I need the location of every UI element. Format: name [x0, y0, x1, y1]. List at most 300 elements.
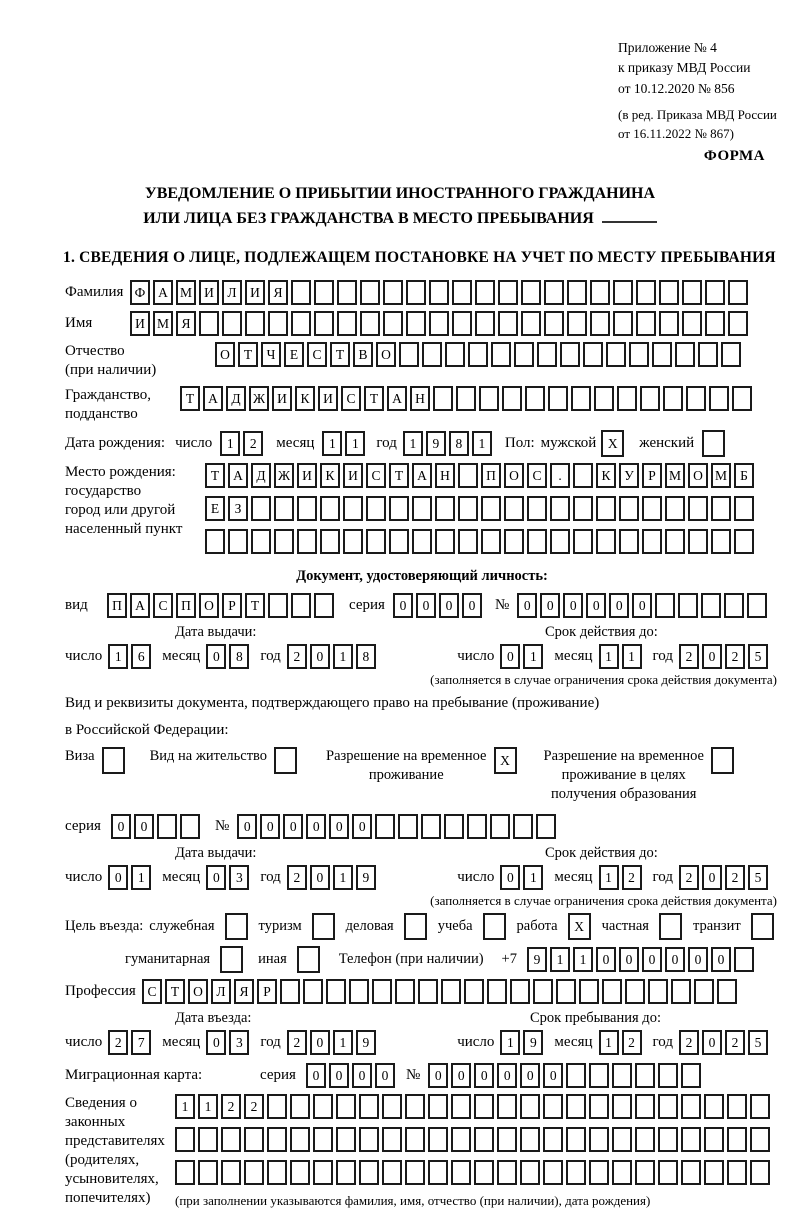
migcard-number-grid-cell-7[interactable] — [566, 1063, 586, 1088]
profession-grid-cell-25[interactable] — [694, 979, 714, 1004]
guardians-grid-1-cell-13[interactable] — [451, 1094, 471, 1119]
citizenship-grid-cell-1[interactable]: Т — [180, 386, 200, 411]
validity-month-grid-cell-2[interactable]: 1 — [622, 644, 642, 669]
citizenship-grid-cell-19[interactable] — [594, 386, 614, 411]
issue-year-grid-cell-3[interactable]: 1 — [333, 644, 353, 669]
citizenship-grid-cell-6[interactable]: К — [295, 386, 315, 411]
profession-grid-cell-1[interactable]: С — [142, 979, 162, 1004]
birthplace-grid-3-cell-19[interactable] — [619, 529, 639, 554]
guardians-grid-2-cell-3[interactable] — [221, 1127, 241, 1152]
guardians-grid-3-cell-5[interactable] — [267, 1160, 287, 1185]
permit-validity-year-grid-cell-2[interactable]: 0 — [702, 865, 722, 890]
guardians-grid-1-cell-20[interactable] — [612, 1094, 632, 1119]
profession-grid-cell-10[interactable] — [349, 979, 369, 1004]
guardians-grid-3-cell-25[interactable] — [727, 1160, 747, 1185]
sex-female-checkbox-cell-1[interactable] — [702, 430, 725, 457]
guardians-grid-1-cell-10[interactable] — [382, 1094, 402, 1119]
guardians-grid-1-cell-7[interactable] — [313, 1094, 333, 1119]
birthplace-grid-2-cell-12[interactable] — [458, 496, 478, 521]
surname-grid-cell-15[interactable] — [452, 280, 472, 305]
guardians-grid-3-cell-11[interactable] — [405, 1160, 425, 1185]
birthplace-grid-1-cell-20[interactable]: Р — [642, 463, 662, 488]
given-name-grid-cell-12[interactable] — [383, 311, 403, 336]
migcard-series-grid-cell-3[interactable]: 0 — [352, 1063, 372, 1088]
surname-grid-cell-24[interactable] — [659, 280, 679, 305]
validity-year-grid-cell-4[interactable]: 5 — [748, 644, 768, 669]
citizenship-grid-cell-25[interactable] — [732, 386, 752, 411]
profession-grid-cell-12[interactable] — [395, 979, 415, 1004]
profession-grid-cell-22[interactable] — [625, 979, 645, 1004]
permit-issue-day-grid-cell-1[interactable]: 0 — [108, 865, 128, 890]
birthplace-grid-2-cell-19[interactable] — [619, 496, 639, 521]
given-name-grid-cell-23[interactable] — [636, 311, 656, 336]
guardians-grid-2-cell-7[interactable] — [313, 1127, 333, 1152]
citizenship-grid-cell-16[interactable] — [525, 386, 545, 411]
birthplace-grid-2-cell-22[interactable] — [688, 496, 708, 521]
doc-type-grid-cell-2[interactable]: А — [130, 593, 150, 618]
guardians-grid-2-cell-14[interactable] — [474, 1127, 494, 1152]
migcard-series-grid-cell-1[interactable]: 0 — [306, 1063, 326, 1088]
migcard-number-grid-cell-1[interactable]: 0 — [428, 1063, 448, 1088]
patronymic-grid-cell-12[interactable] — [468, 342, 488, 367]
given-name-grid-cell-21[interactable] — [590, 311, 610, 336]
birthplace-grid-3-cell-2[interactable] — [228, 529, 248, 554]
doc-type-grid-cell-1[interactable]: П — [107, 593, 127, 618]
given-name-grid-cell-1[interactable]: И — [130, 311, 150, 336]
surname-grid-cell-27[interactable] — [728, 280, 748, 305]
guardians-grid-3-cell-24[interactable] — [704, 1160, 724, 1185]
birthplace-grid-2-cell-4[interactable] — [274, 496, 294, 521]
guardians-grid-2-cell-12[interactable] — [428, 1127, 448, 1152]
birthplace-grid-3-cell-4[interactable] — [274, 529, 294, 554]
guardians-grid-2-cell-1[interactable] — [175, 1127, 195, 1152]
guardians-grid-2-cell-18[interactable] — [566, 1127, 586, 1152]
birthplace-grid-1-cell-15[interactable]: С — [527, 463, 547, 488]
guardians-grid-2-cell-17[interactable] — [543, 1127, 563, 1152]
doc-number-grid-cell-11[interactable] — [747, 593, 767, 618]
permit-validity-day-grid-cell-2[interactable]: 1 — [523, 865, 543, 890]
profession-grid-cell-8[interactable] — [303, 979, 323, 1004]
stay-month-grid-cell-1[interactable]: 1 — [599, 1030, 619, 1055]
guardians-grid-2-cell-23[interactable] — [681, 1127, 701, 1152]
birth-month-grid-cell-1[interactable]: 1 — [322, 431, 342, 456]
birthplace-grid-2-cell-21[interactable] — [665, 496, 685, 521]
guardians-grid-2-cell-19[interactable] — [589, 1127, 609, 1152]
guardians-grid-2-cell-20[interactable] — [612, 1127, 632, 1152]
surname-grid-cell-25[interactable] — [682, 280, 702, 305]
surname-grid-cell-23[interactable] — [636, 280, 656, 305]
purpose-study-checkbox-cell-1[interactable] — [483, 913, 506, 940]
citizenship-grid-cell-4[interactable]: Ж — [249, 386, 269, 411]
citizenship-grid-cell-8[interactable]: С — [341, 386, 361, 411]
birth-day-grid-cell-1[interactable]: 1 — [220, 431, 240, 456]
citizenship-grid-cell-12[interactable] — [433, 386, 453, 411]
profession-grid-cell-6[interactable]: Р — [257, 979, 277, 1004]
guardians-grid-3-cell-1[interactable] — [175, 1160, 195, 1185]
birthplace-grid-2-cell-1[interactable]: Е — [205, 496, 225, 521]
birthplace-grid-2-cell-20[interactable] — [642, 496, 662, 521]
patronymic-grid-cell-19[interactable] — [629, 342, 649, 367]
permit-validity-month-grid-cell-1[interactable]: 1 — [599, 865, 619, 890]
profession-grid-cell-4[interactable]: Л — [211, 979, 231, 1004]
profession-grid-cell-21[interactable] — [602, 979, 622, 1004]
entry-day-grid-cell-1[interactable]: 2 — [108, 1030, 128, 1055]
birthplace-grid-1-cell-14[interactable]: О — [504, 463, 524, 488]
permit-series-grid-cell-4[interactable] — [180, 814, 200, 839]
guardians-grid-3-cell-8[interactable] — [336, 1160, 356, 1185]
surname-grid-cell-1[interactable]: Ф — [130, 280, 150, 305]
guardians-grid-1-cell-25[interactable] — [727, 1094, 747, 1119]
given-name-grid-cell-22[interactable] — [613, 311, 633, 336]
surname-grid-cell-11[interactable] — [360, 280, 380, 305]
patronymic-grid-cell-15[interactable] — [537, 342, 557, 367]
surname-grid-cell-22[interactable] — [613, 280, 633, 305]
stay-year-grid-cell-4[interactable]: 5 — [748, 1030, 768, 1055]
validity-year-grid-cell-1[interactable]: 2 — [679, 644, 699, 669]
entry-day-grid-cell-2[interactable]: 7 — [131, 1030, 151, 1055]
migcard-number-grid-cell-8[interactable] — [589, 1063, 609, 1088]
purpose-private-checkbox-cell-1[interactable] — [659, 913, 682, 940]
issue-year-grid-cell-4[interactable]: 8 — [356, 644, 376, 669]
guardians-grid-1-cell-24[interactable] — [704, 1094, 724, 1119]
permit-validity-year-grid-cell-3[interactable]: 2 — [725, 865, 745, 890]
citizenship-grid-cell-10[interactable]: А — [387, 386, 407, 411]
permit-number-grid-cell-7[interactable] — [375, 814, 395, 839]
given-name-grid-cell-13[interactable] — [406, 311, 426, 336]
given-name-grid-cell-25[interactable] — [682, 311, 702, 336]
doc-number-grid-cell-4[interactable]: 0 — [586, 593, 606, 618]
given-name-grid-cell-3[interactable]: Я — [176, 311, 196, 336]
surname-grid-cell-6[interactable]: И — [245, 280, 265, 305]
permit-number-grid-cell-13[interactable] — [513, 814, 533, 839]
guardians-grid-1-cell-18[interactable] — [566, 1094, 586, 1119]
guardians-grid-1-cell-6[interactable] — [290, 1094, 310, 1119]
birthplace-grid-3-cell-15[interactable] — [527, 529, 547, 554]
guardians-grid-3-cell-20[interactable] — [612, 1160, 632, 1185]
guardians-grid-3-cell-19[interactable] — [589, 1160, 609, 1185]
given-name-grid-cell-20[interactable] — [567, 311, 587, 336]
birth-year-grid-cell-1[interactable]: 1 — [403, 431, 423, 456]
guardians-grid-1-cell-1[interactable]: 1 — [175, 1094, 195, 1119]
issue-year-grid-cell-2[interactable]: 0 — [310, 644, 330, 669]
stay-year-grid-cell-2[interactable]: 0 — [702, 1030, 722, 1055]
doc-number-grid-cell-8[interactable] — [678, 593, 698, 618]
surname-grid-cell-17[interactable] — [498, 280, 518, 305]
guardians-grid-2-cell-21[interactable] — [635, 1127, 655, 1152]
profession-grid-cell-19[interactable] — [556, 979, 576, 1004]
guardians-grid-1-cell-23[interactable] — [681, 1094, 701, 1119]
permit-issue-year-grid-cell-2[interactable]: 0 — [310, 865, 330, 890]
guardians-grid-1-cell-19[interactable] — [589, 1094, 609, 1119]
purpose-work-checkbox-cell-1[interactable]: X — [568, 913, 591, 940]
birthplace-grid-1-cell-7[interactable]: И — [343, 463, 363, 488]
temp-residence-checkbox-cell-1[interactable]: X — [494, 747, 517, 774]
doc-type-grid-cell-6[interactable]: Р — [222, 593, 242, 618]
profession-grid-cell-15[interactable] — [464, 979, 484, 1004]
permit-number-grid-cell-2[interactable]: 0 — [260, 814, 280, 839]
surname-grid-cell-10[interactable] — [337, 280, 357, 305]
migcard-number-grid-cell-5[interactable]: 0 — [520, 1063, 540, 1088]
doc-type-grid-cell-4[interactable]: П — [176, 593, 196, 618]
guardians-grid-2-cell-25[interactable] — [727, 1127, 747, 1152]
citizenship-grid-cell-13[interactable] — [456, 386, 476, 411]
citizenship-grid-cell-7[interactable]: И — [318, 386, 338, 411]
surname-grid-cell-18[interactable] — [521, 280, 541, 305]
citizenship-grid-cell-9[interactable]: Т — [364, 386, 384, 411]
birthplace-grid-1-cell-12[interactable] — [458, 463, 478, 488]
profession-grid-cell-20[interactable] — [579, 979, 599, 1004]
citizenship-grid-cell-2[interactable]: А — [203, 386, 223, 411]
birthplace-grid-3-cell-3[interactable] — [251, 529, 271, 554]
birthplace-grid-3-cell-5[interactable] — [297, 529, 317, 554]
phone-grid-cell-10[interactable] — [734, 947, 754, 972]
phone-grid-cell-1[interactable]: 9 — [527, 947, 547, 972]
surname-grid-cell-8[interactable] — [291, 280, 311, 305]
patronymic-grid-cell-17[interactable] — [583, 342, 603, 367]
migcard-number-grid-cell-12[interactable] — [681, 1063, 701, 1088]
permit-number-grid-cell-5[interactable]: 0 — [329, 814, 349, 839]
issue-month-grid-cell-2[interactable]: 8 — [229, 644, 249, 669]
residence-permit-checkbox-cell-1[interactable] — [274, 747, 297, 774]
citizenship-grid-cell-3[interactable]: Д — [226, 386, 246, 411]
patronymic-grid-cell-6[interactable]: Т — [330, 342, 350, 367]
permit-issue-month-grid-cell-2[interactable]: 3 — [229, 865, 249, 890]
given-name-grid-cell-7[interactable] — [268, 311, 288, 336]
birthplace-grid-3-cell-20[interactable] — [642, 529, 662, 554]
guardians-grid-2-cell-5[interactable] — [267, 1127, 287, 1152]
profession-grid-cell-24[interactable] — [671, 979, 691, 1004]
citizenship-grid-cell-11[interactable]: Н — [410, 386, 430, 411]
migcard-number-grid-cell-6[interactable]: 0 — [543, 1063, 563, 1088]
birthplace-grid-3-cell-6[interactable] — [320, 529, 340, 554]
guardians-grid-3-cell-23[interactable] — [681, 1160, 701, 1185]
permit-validity-year-grid-cell-1[interactable]: 2 — [679, 865, 699, 890]
guardians-grid-3-cell-21[interactable] — [635, 1160, 655, 1185]
purpose-transit-checkbox-cell-1[interactable] — [751, 913, 774, 940]
permit-validity-year-grid-cell-4[interactable]: 5 — [748, 865, 768, 890]
given-name-grid-cell-2[interactable]: М — [153, 311, 173, 336]
guardians-grid-3-cell-17[interactable] — [543, 1160, 563, 1185]
profession-grid-cell-16[interactable] — [487, 979, 507, 1004]
guardians-grid-1-cell-3[interactable]: 2 — [221, 1094, 241, 1119]
permit-number-grid-cell-10[interactable] — [444, 814, 464, 839]
migcard-number-grid-cell-10[interactable] — [635, 1063, 655, 1088]
doc-number-grid-cell-9[interactable] — [701, 593, 721, 618]
profession-grid-cell-14[interactable] — [441, 979, 461, 1004]
permit-number-grid-cell-9[interactable] — [421, 814, 441, 839]
doc-type-grid-cell-9[interactable] — [291, 593, 311, 618]
given-name-grid-cell-6[interactable] — [245, 311, 265, 336]
given-name-grid-cell-4[interactable] — [199, 311, 219, 336]
birth-year-grid-cell-4[interactable]: 1 — [472, 431, 492, 456]
guardians-grid-3-cell-14[interactable] — [474, 1160, 494, 1185]
surname-grid-cell-5[interactable]: Л — [222, 280, 242, 305]
phone-grid-cell-9[interactable]: 0 — [711, 947, 731, 972]
birthplace-grid-1-cell-22[interactable]: О — [688, 463, 708, 488]
migcard-number-grid-cell-3[interactable]: 0 — [474, 1063, 494, 1088]
patronymic-grid-cell-10[interactable] — [422, 342, 442, 367]
birthplace-grid-2-cell-3[interactable] — [251, 496, 271, 521]
birthplace-grid-3-cell-16[interactable] — [550, 529, 570, 554]
permit-number-grid-cell-6[interactable]: 0 — [352, 814, 372, 839]
doc-series-grid-cell-1[interactable]: 0 — [393, 593, 413, 618]
validity-day-grid-cell-2[interactable]: 1 — [523, 644, 543, 669]
guardians-grid-3-cell-2[interactable] — [198, 1160, 218, 1185]
permit-number-grid-cell-12[interactable] — [490, 814, 510, 839]
citizenship-grid-cell-22[interactable] — [663, 386, 683, 411]
phone-grid-cell-6[interactable]: 0 — [642, 947, 662, 972]
birthplace-grid-2-cell-13[interactable] — [481, 496, 501, 521]
given-name-grid-cell-8[interactable] — [291, 311, 311, 336]
profession-grid-cell-17[interactable] — [510, 979, 530, 1004]
phone-grid-cell-4[interactable]: 0 — [596, 947, 616, 972]
patronymic-grid-cell-21[interactable] — [675, 342, 695, 367]
permit-series-grid-cell-2[interactable]: 0 — [134, 814, 154, 839]
birthplace-grid-3-cell-7[interactable] — [343, 529, 363, 554]
birthplace-grid-1-cell-16[interactable]: . — [550, 463, 570, 488]
profession-grid-cell-9[interactable] — [326, 979, 346, 1004]
birthplace-grid-3-cell-21[interactable] — [665, 529, 685, 554]
birthplace-grid-3-cell-11[interactable] — [435, 529, 455, 554]
permit-issue-year-grid-cell-4[interactable]: 9 — [356, 865, 376, 890]
validity-year-grid-cell-3[interactable]: 2 — [725, 644, 745, 669]
birthplace-grid-2-cell-16[interactable] — [550, 496, 570, 521]
purpose-business-checkbox-cell-1[interactable] — [404, 913, 427, 940]
permit-number-grid-cell-1[interactable]: 0 — [237, 814, 257, 839]
birthplace-grid-2-cell-15[interactable] — [527, 496, 547, 521]
guardians-grid-2-cell-2[interactable] — [198, 1127, 218, 1152]
surname-grid-cell-16[interactable] — [475, 280, 495, 305]
migcard-number-grid-cell-11[interactable] — [658, 1063, 678, 1088]
birthplace-grid-2-cell-2[interactable]: З — [228, 496, 248, 521]
profession-grid-cell-23[interactable] — [648, 979, 668, 1004]
given-name-grid-cell-27[interactable] — [728, 311, 748, 336]
birthplace-grid-3-cell-13[interactable] — [481, 529, 501, 554]
birthplace-grid-2-cell-14[interactable] — [504, 496, 524, 521]
given-name-grid-cell-9[interactable] — [314, 311, 334, 336]
doc-number-grid-cell-10[interactable] — [724, 593, 744, 618]
patronymic-grid-cell-7[interactable]: В — [353, 342, 373, 367]
migcard-number-grid-cell-2[interactable]: 0 — [451, 1063, 471, 1088]
citizenship-grid-cell-20[interactable] — [617, 386, 637, 411]
permit-issue-year-grid-cell-1[interactable]: 2 — [287, 865, 307, 890]
given-name-grid-cell-24[interactable] — [659, 311, 679, 336]
given-name-grid-cell-10[interactable] — [337, 311, 357, 336]
permit-number-grid-cell-4[interactable]: 0 — [306, 814, 326, 839]
birthplace-grid-2-cell-5[interactable] — [297, 496, 317, 521]
sex-male-checkbox-cell-1[interactable]: X — [601, 430, 624, 457]
patronymic-grid-cell-13[interactable] — [491, 342, 511, 367]
birthplace-grid-3-cell-23[interactable] — [711, 529, 731, 554]
birthplace-grid-1-cell-4[interactable]: Ж — [274, 463, 294, 488]
surname-grid-cell-19[interactable] — [544, 280, 564, 305]
phone-grid-cell-8[interactable]: 0 — [688, 947, 708, 972]
validity-year-grid-cell-2[interactable]: 0 — [702, 644, 722, 669]
patronymic-grid-cell-1[interactable]: О — [215, 342, 235, 367]
surname-grid-cell-4[interactable]: И — [199, 280, 219, 305]
guardians-grid-1-cell-14[interactable] — [474, 1094, 494, 1119]
permit-issue-month-grid-cell-1[interactable]: 0 — [206, 865, 226, 890]
birthplace-grid-2-cell-24[interactable] — [734, 496, 754, 521]
surname-grid-cell-7[interactable]: Я — [268, 280, 288, 305]
doc-type-grid-cell-7[interactable]: Т — [245, 593, 265, 618]
birthplace-grid-1-cell-6[interactable]: К — [320, 463, 340, 488]
birthplace-grid-3-cell-24[interactable] — [734, 529, 754, 554]
citizenship-grid-cell-17[interactable] — [548, 386, 568, 411]
guardians-grid-2-cell-13[interactable] — [451, 1127, 471, 1152]
entry-month-grid-cell-2[interactable]: 3 — [229, 1030, 249, 1055]
purpose-humanitarian-checkbox-cell-1[interactable] — [220, 946, 243, 973]
citizenship-grid-cell-23[interactable] — [686, 386, 706, 411]
temp-residence-education-checkbox-cell-1[interactable] — [711, 747, 734, 774]
phone-grid-cell-7[interactable]: 0 — [665, 947, 685, 972]
birthplace-grid-2-cell-6[interactable] — [320, 496, 340, 521]
validity-day-grid-cell-1[interactable]: 0 — [500, 644, 520, 669]
guardians-grid-1-cell-15[interactable] — [497, 1094, 517, 1119]
birthplace-grid-1-cell-2[interactable]: А — [228, 463, 248, 488]
birthplace-grid-3-cell-12[interactable] — [458, 529, 478, 554]
guardians-grid-3-cell-6[interactable] — [290, 1160, 310, 1185]
birthplace-grid-2-cell-7[interactable] — [343, 496, 363, 521]
patronymic-grid-cell-22[interactable] — [698, 342, 718, 367]
guardians-grid-3-cell-4[interactable] — [244, 1160, 264, 1185]
patronymic-grid-cell-9[interactable] — [399, 342, 419, 367]
given-name-grid-cell-19[interactable] — [544, 311, 564, 336]
guardians-grid-3-cell-12[interactable] — [428, 1160, 448, 1185]
birthplace-grid-1-cell-11[interactable]: Н — [435, 463, 455, 488]
purpose-other-checkbox-cell-1[interactable] — [297, 946, 320, 973]
birthplace-grid-1-cell-9[interactable]: Т — [389, 463, 409, 488]
stay-year-grid-cell-1[interactable]: 2 — [679, 1030, 699, 1055]
doc-number-grid-cell-7[interactable] — [655, 593, 675, 618]
guardians-grid-2-cell-22[interactable] — [658, 1127, 678, 1152]
guardians-grid-3-cell-22[interactable] — [658, 1160, 678, 1185]
surname-grid-cell-9[interactable] — [314, 280, 334, 305]
guardians-grid-2-cell-4[interactable] — [244, 1127, 264, 1152]
purpose-official-checkbox-cell-1[interactable] — [225, 913, 248, 940]
guardians-grid-3-cell-7[interactable] — [313, 1160, 333, 1185]
doc-number-grid-cell-2[interactable]: 0 — [540, 593, 560, 618]
stay-day-grid-cell-2[interactable]: 9 — [523, 1030, 543, 1055]
birthplace-grid-1-cell-10[interactable]: А — [412, 463, 432, 488]
given-name-grid-cell-15[interactable] — [452, 311, 472, 336]
birth-year-grid-cell-3[interactable]: 8 — [449, 431, 469, 456]
permit-issue-year-grid-cell-3[interactable]: 1 — [333, 865, 353, 890]
surname-grid-cell-12[interactable] — [383, 280, 403, 305]
given-name-grid-cell-16[interactable] — [475, 311, 495, 336]
permit-number-grid-cell-14[interactable] — [536, 814, 556, 839]
patronymic-grid-cell-2[interactable]: Т — [238, 342, 258, 367]
guardians-grid-1-cell-22[interactable] — [658, 1094, 678, 1119]
guardians-grid-1-cell-26[interactable] — [750, 1094, 770, 1119]
guardians-grid-3-cell-13[interactable] — [451, 1160, 471, 1185]
guardians-grid-3-cell-10[interactable] — [382, 1160, 402, 1185]
patronymic-grid-cell-11[interactable] — [445, 342, 465, 367]
guardians-grid-2-cell-16[interactable] — [520, 1127, 540, 1152]
guardians-grid-1-cell-12[interactable] — [428, 1094, 448, 1119]
doc-type-grid-cell-8[interactable] — [268, 593, 288, 618]
guardians-grid-2-cell-10[interactable] — [382, 1127, 402, 1152]
patronymic-grid-cell-5[interactable]: С — [307, 342, 327, 367]
doc-series-grid-cell-2[interactable]: 0 — [416, 593, 436, 618]
phone-grid-cell-5[interactable]: 0 — [619, 947, 639, 972]
guardians-grid-3-cell-16[interactable] — [520, 1160, 540, 1185]
guardians-grid-1-cell-17[interactable] — [543, 1094, 563, 1119]
birthplace-grid-3-cell-18[interactable] — [596, 529, 616, 554]
guardians-grid-1-cell-11[interactable] — [405, 1094, 425, 1119]
profession-grid-cell-26[interactable] — [717, 979, 737, 1004]
guardians-grid-1-cell-8[interactable] — [336, 1094, 356, 1119]
